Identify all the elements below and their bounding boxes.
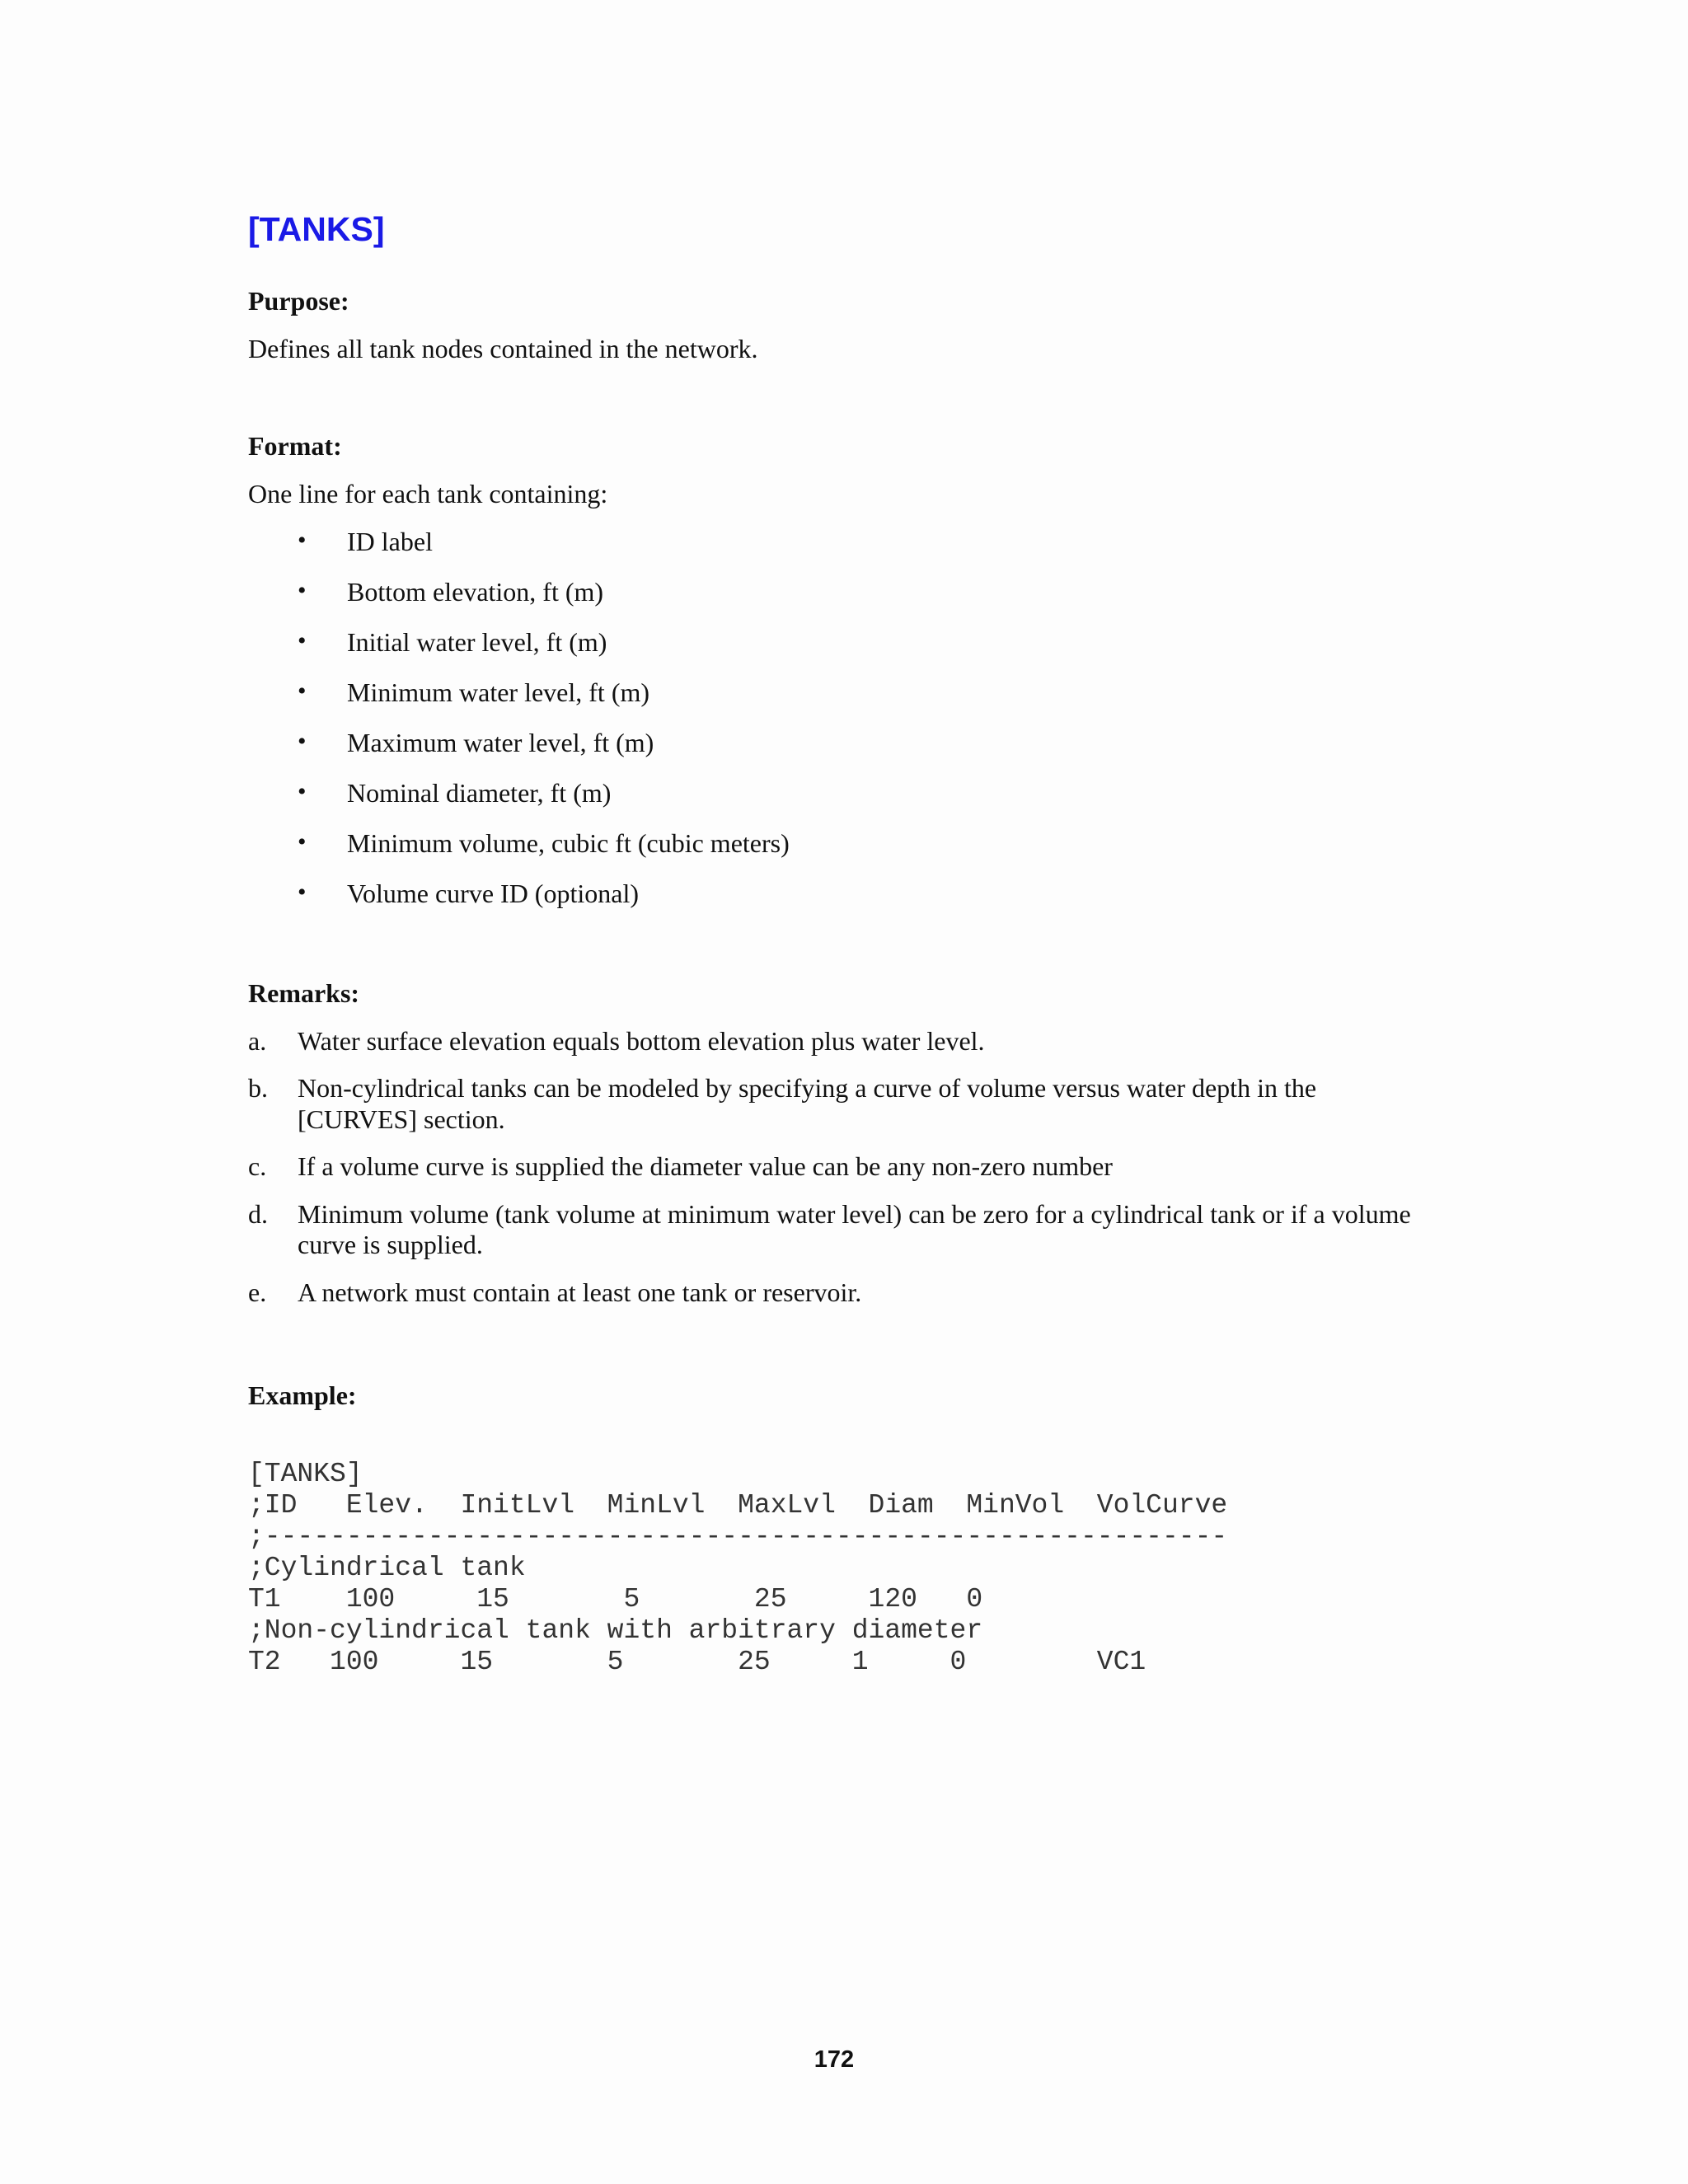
bullet-icon: • bbox=[298, 778, 307, 805]
format-field-label: Minimum volume, cubic ft (cubic meters) bbox=[347, 828, 790, 858]
remark-text: Non-cylindrical tanks can be modeled by specifying a curve of volume versus water depth in the [CURVES] section. bbox=[298, 1073, 1317, 1134]
remarks-list bbox=[248, 1026, 1418, 1324]
format-field-label: Maximum water level, ft (m) bbox=[347, 728, 654, 757]
format-heading: Format: bbox=[248, 431, 342, 461]
remark-letter: b. bbox=[248, 1073, 268, 1104]
bullet-icon: • bbox=[298, 577, 307, 604]
format-field-label: Minimum water level, ft (m) bbox=[347, 677, 650, 707]
purpose-heading: Purpose: bbox=[248, 286, 349, 316]
format-field-label: ID label bbox=[347, 527, 433, 556]
section-title: [TANKS] bbox=[248, 210, 385, 248]
remark-letter: e. bbox=[248, 1277, 267, 1307]
remark-letter: c. bbox=[248, 1151, 267, 1182]
remark-text: If a volume curve is supplied the diameter value can be any non-zero number bbox=[298, 1151, 1113, 1182]
remark-text: Water surface elevation equals bottom elevation plus water level. bbox=[298, 1026, 985, 1056]
bullet-icon: • bbox=[298, 728, 307, 755]
bullet-icon: • bbox=[298, 527, 307, 554]
bullet-icon: • bbox=[298, 879, 307, 906]
remark-item bbox=[248, 1277, 1418, 1308]
bullet-icon: • bbox=[298, 828, 307, 855]
remark-item bbox=[248, 1073, 1418, 1135]
format-field-label: Initial water level, ft (m) bbox=[347, 627, 607, 657]
bullet-icon: • bbox=[298, 677, 307, 705]
example-code-block: [TANKS] ;ID Elev. InitLvl MinLvl MaxLvl Diam MinVol VolCurve ;----------------------------------------------------------- ;Cylindrical tank T1 100 15 5 25 120 0 ;Non-cylindrical tank with arbitrary diameter T2 100 15 5 25 1 0 VC1 bbox=[248, 1459, 1228, 1677]
format-intro: One line for each tank containing: bbox=[248, 479, 608, 509]
format-field-label: Bottom elevation, ft (m) bbox=[347, 577, 604, 607]
remark-text: Minimum volume (tank volume at minimum water level) can be zero for a cylindrical tank or if a volume curve is supplied. bbox=[298, 1198, 1411, 1260]
remark-letter: d. bbox=[248, 1198, 268, 1229]
remark-letter: a. bbox=[248, 1026, 267, 1056]
remarks-heading: Remarks: bbox=[248, 978, 360, 1008]
format-field-label: Volume curve ID (optional) bbox=[347, 879, 639, 908]
bullet-icon: • bbox=[298, 627, 307, 654]
format-field-label: Nominal diameter, ft (m) bbox=[347, 778, 612, 808]
example-heading: Example: bbox=[248, 1380, 357, 1410]
remark-item bbox=[248, 1199, 1418, 1261]
remark-item bbox=[248, 1151, 1418, 1182]
purpose-text: Defines all tank nodes contained in the network. bbox=[248, 334, 758, 363]
page-number: 172 bbox=[814, 2046, 855, 2073]
remark-text: A network must contain at least one tank or reservoir. bbox=[298, 1277, 862, 1307]
remark-item bbox=[248, 1026, 1418, 1057]
